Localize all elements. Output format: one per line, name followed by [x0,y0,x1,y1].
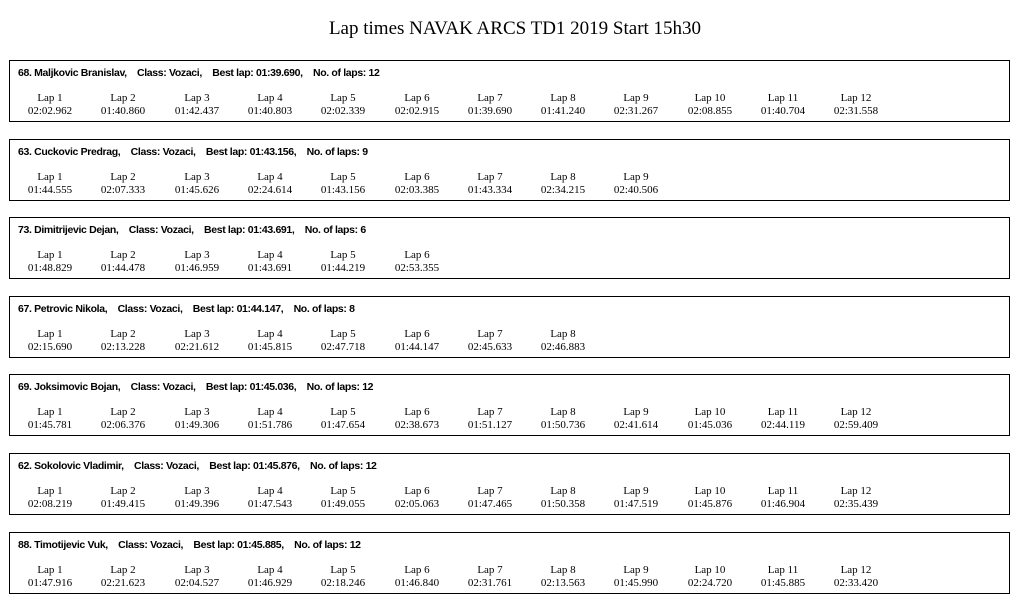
lap-label: Lap 4 [257,406,283,418]
lap-time: 01:45.036 [687,418,733,431]
lap-cell [10,249,90,274]
lap-cell [377,328,457,353]
lap-cell [450,406,530,431]
driver-block [9,453,1010,515]
class-prefix: Class: [118,539,151,551]
lap-label: Lap 1 [37,485,63,497]
class-value: Vozaci, [168,67,202,79]
lap-label: Lap 8 [550,171,576,183]
lap-label: Lap 6 [404,249,430,261]
lap-label: Lap 7 [477,328,503,340]
lap-cell [377,249,457,274]
lap-time: 02:38.673 [394,418,440,431]
lap-time: 02:24.614 [247,183,293,196]
lap-time: 02:04.527 [174,576,220,589]
lap-time: 01:45.876 [687,497,733,510]
class-value: Vozaci, [162,381,196,393]
laps-count-value: 6 [360,224,366,236]
lap-label: Lap 3 [184,249,210,261]
best-lap-value: 01:45.885, [237,539,284,551]
gap [196,146,206,158]
lap-time: 02:24.720 [687,576,733,589]
lap-time: 02:41.614 [613,418,659,431]
best-lap-value: 01:43.691, [247,224,295,236]
gap [303,67,313,79]
driver-name: 69. Joksimovic Bojan, [18,381,121,393]
driver-name: 88. Timotijevic Vuk, [18,539,108,551]
lap-label: Lap 3 [184,171,210,183]
lap-label: Lap 3 [184,328,210,340]
best-lap-prefix: Best lap: [205,381,250,393]
lap-cell [816,92,896,117]
lap-label: Lap 4 [257,564,283,576]
lap-cell [230,328,310,353]
lap-cell [303,485,383,510]
lap-cell [10,406,90,431]
gap [296,146,306,158]
lap-time: 01:43.156 [320,183,366,196]
driver-header [18,224,366,237]
gap [202,67,212,79]
lap-label: Lap 12 [840,92,872,104]
lap-label: Lap 1 [37,328,63,340]
lap-cell [230,485,310,510]
best-lap-value: 01:39.690, [255,67,303,79]
lap-label: Lap 4 [257,249,283,261]
driver-header [18,146,368,159]
lap-cell [596,485,676,510]
driver-name: 73. Dimitrijevic Dejan, [18,224,119,236]
lap-time: 01:49.055 [320,497,366,510]
lap-time: 01:40.704 [760,104,806,117]
class-value: Vozaci, [150,539,184,551]
lap-time: 01:46.840 [394,576,440,589]
lap-time: 01:46.904 [760,497,806,510]
lap-cell [157,406,237,431]
lap-label: Lap 9 [623,171,649,183]
lap-time: 02:31.761 [467,576,513,589]
driver-block [9,60,1010,122]
lap-time: 01:49.306 [174,418,220,431]
lap-time: 01:44.219 [320,261,366,274]
lap-cell [83,485,163,510]
lap-label: Lap 12 [840,406,872,418]
lap-time: 01:49.396 [174,497,220,510]
driver-name: 68. Maljkovic Branislav, [18,67,127,79]
lap-time: 02:06.376 [100,418,146,431]
lap-time: 02:02.915 [394,104,440,117]
lap-cell [523,328,603,353]
driver-block [9,374,1010,436]
lap-time: 02:15.690 [27,340,73,353]
lap-cell [670,406,750,431]
lap-label: Lap 10 [694,406,726,418]
lap-label: Lap 9 [623,406,649,418]
lap-label: Lap 4 [257,92,283,104]
lap-time: 02:31.267 [613,104,659,117]
lap-cell [670,92,750,117]
lap-time: 01:47.519 [613,497,659,510]
lap-time: 02:02.339 [320,104,366,117]
lap-time: 02:18.246 [320,576,366,589]
lap-time: 02:53.355 [394,261,440,274]
lap-time: 02:46.883 [540,340,586,353]
lap-cell [230,249,310,274]
lap-label: Lap 11 [767,92,799,104]
lap-label: Lap 8 [550,92,576,104]
lap-label: Lap 6 [404,406,430,418]
driver-header [18,381,373,394]
gap [196,381,206,393]
lap-cell [377,564,457,589]
lap-time: 01:45.781 [27,418,73,431]
best-lap-prefix: Best lap: [212,67,256,79]
lap-label: Lap 7 [477,485,503,497]
laps-count-prefix: No. of laps: [306,381,363,393]
lap-time: 01:49.415 [100,497,146,510]
lap-label: Lap 5 [330,328,356,340]
lap-cell [596,564,676,589]
lap-cell [450,171,530,196]
gap [127,67,137,79]
lap-time: 02:02.962 [27,104,73,117]
best-lap-value: 01:45.036, [249,381,297,393]
lap-label: Lap 9 [623,564,649,576]
lap-cell [523,564,603,589]
laps-count-prefix: No. of laps: [293,303,350,315]
lap-time: 01:51.127 [467,418,513,431]
lap-label: Lap 3 [184,485,210,497]
best-lap-prefix: Best lap: [205,146,250,158]
lap-cell [83,328,163,353]
lap-cell [303,564,383,589]
lap-cell [523,92,603,117]
lap-cell [450,485,530,510]
driver-name: 63. Cuckovic Predrag, [18,146,121,158]
gap [108,539,118,551]
lap-label: Lap 11 [767,485,799,497]
lap-label: Lap 5 [330,406,356,418]
lap-cell [377,485,457,510]
lap-label: Lap 2 [110,328,136,340]
lap-cell [377,406,457,431]
lap-cell [83,92,163,117]
best-lap-prefix: Best lap: [193,539,238,551]
lap-time: 02:40.506 [613,183,659,196]
lap-time: 02:44.119 [761,418,805,431]
gap [183,303,193,315]
lap-time: 01:46.929 [247,576,293,589]
lap-time: 02:33.420 [833,576,879,589]
gap [300,460,310,472]
lap-cell [10,564,90,589]
lap-label: Lap 5 [330,249,356,261]
driver-block [9,139,1010,201]
gap [284,539,294,551]
lap-label: Lap 1 [37,92,63,104]
best-lap-prefix: Best lap: [192,303,237,315]
lap-label: Lap 2 [110,485,136,497]
lap-label: Lap 4 [257,328,283,340]
driver-block [9,532,1010,594]
driver-name: 62. Sokolovic Vladimir, [18,460,124,472]
lap-cell [10,171,90,196]
lap-time: 02:47.718 [320,340,366,353]
lap-label: Lap 2 [110,92,136,104]
lap-time: 01:39.690 [467,104,513,117]
lap-time: 02:08.855 [687,104,733,117]
lap-time: 01:42.437 [174,104,220,117]
best-lap-value: 01:44.147, [236,303,284,315]
lap-label: Lap 8 [550,328,576,340]
driver-block [9,217,1010,279]
lap-cell [596,406,676,431]
class-prefix: Class: [128,224,161,236]
lap-time: 01:43.334 [467,183,513,196]
lap-time: 01:44.555 [27,183,73,196]
gap [283,303,293,315]
lap-label: Lap 3 [184,406,210,418]
lap-label: Lap 8 [550,564,576,576]
lap-cell [230,92,310,117]
lap-cell [157,485,237,510]
lap-cell [596,92,676,117]
laps-count-value: 12 [349,539,361,551]
lap-label: Lap 2 [110,406,136,418]
lap-time: 01:45.885 [760,576,806,589]
laps-count-value: 12 [365,460,377,472]
lap-cell [816,406,896,431]
lap-time: 01:48.829 [27,261,73,274]
gap [199,460,209,472]
lap-label: Lap 6 [404,485,430,497]
lap-label: Lap 10 [694,564,726,576]
lap-cell [157,92,237,117]
lap-time: 02:31.558 [833,104,879,117]
laps-count-value: 12 [368,67,380,79]
lap-label: Lap 10 [694,92,726,104]
lap-time: 02:45.633 [467,340,513,353]
lap-cell [83,249,163,274]
lap-cell [10,485,90,510]
lap-time: 01:44.147 [394,340,440,353]
lap-time: 01:45.626 [174,183,220,196]
lap-label: Lap 5 [330,92,356,104]
lap-label: Lap 1 [37,406,63,418]
gap [107,303,117,315]
lap-label: Lap 9 [623,92,649,104]
lap-label: Lap 6 [404,328,430,340]
class-value: Vozaci, [149,303,183,315]
lap-cell [10,92,90,117]
lap-cell [450,564,530,589]
laps-count-prefix: No. of laps: [304,224,361,236]
lap-cell [670,564,750,589]
lap-cell [523,485,603,510]
lap-cell [157,171,237,196]
lap-cell [230,171,310,196]
class-value: Vozaci, [162,146,196,158]
lap-time: 01:45.815 [247,340,293,353]
lap-label: Lap 5 [330,485,356,497]
lap-label: Lap 3 [184,564,210,576]
lap-time: 02:35.439 [833,497,879,510]
lap-cell [303,171,383,196]
driver-header [18,67,380,80]
lap-label: Lap 5 [330,171,356,183]
lap-time: 02:08.219 [27,497,73,510]
lap-time: 01:50.736 [540,418,586,431]
lap-cell [157,564,237,589]
gap [124,460,134,472]
best-lap-prefix: Best lap: [204,224,248,236]
lap-label: Lap 6 [404,92,430,104]
driver-name: 67. Petrovic Nikola, [18,303,108,315]
gap [119,224,129,236]
lap-time: 01:45.990 [613,576,659,589]
lap-cell [377,92,457,117]
lap-time: 02:21.623 [100,576,146,589]
class-prefix: Class: [117,303,150,315]
lap-label: Lap 7 [477,171,503,183]
lap-time: 02:05.063 [394,497,440,510]
lap-cell [743,485,823,510]
page-title: Lap times NAVAK ARCS TD1 2019 Start 15h30 [328,18,702,39]
lap-time: 01:40.860 [100,104,146,117]
lap-cell [670,485,750,510]
lap-cell [303,249,383,274]
lap-label: Lap 11 [767,564,799,576]
lap-cell [596,171,676,196]
lap-time: 01:47.465 [467,497,513,510]
laps-count-value: 9 [362,146,368,158]
lap-cell [10,328,90,353]
laps-count-value: 8 [349,303,355,315]
laps-count-prefix: No. of laps: [294,539,350,551]
gap [294,224,304,236]
lap-time: 01:51.786 [247,418,293,431]
class-prefix: Class: [134,460,167,472]
lap-cell [743,564,823,589]
lap-label: Lap 1 [37,171,63,183]
lap-label: Lap 1 [37,249,63,261]
class-prefix: Class: [130,381,163,393]
best-lap-value: 01:43.156, [249,146,297,158]
lap-time: 01:43.691 [247,261,293,274]
laps-count-prefix: No. of laps: [306,146,363,158]
lap-time: 01:41.240 [540,104,586,117]
lap-cell [450,92,530,117]
best-lap-prefix: Best lap: [209,460,254,472]
laps-count-prefix: No. of laps: [310,460,366,472]
lap-cell [303,328,383,353]
driver-block [9,296,1010,358]
gap [120,146,130,158]
lap-time: 02:13.563 [540,576,586,589]
lap-cell [816,485,896,510]
gap [120,381,130,393]
lap-time: 01:47.543 [247,497,293,510]
lap-cell [523,406,603,431]
lap-time: 02:21.612 [174,340,220,353]
lap-label: Lap 6 [404,564,430,576]
lap-label: Lap 8 [550,406,576,418]
lap-cell [743,406,823,431]
lap-label: Lap 4 [257,171,283,183]
lap-label: Lap 2 [110,249,136,261]
lap-time: 02:03.385 [394,183,440,196]
driver-header [18,539,361,552]
lap-label: Lap 5 [330,564,356,576]
lap-label: Lap 1 [37,564,63,576]
class-value: Vozaci, [166,460,199,472]
lap-label: Lap 2 [110,171,136,183]
lap-cell [450,328,530,353]
lap-cell [83,406,163,431]
gap [183,539,193,551]
lap-cell [157,328,237,353]
gap [194,224,204,236]
lap-label: Lap 8 [550,485,576,497]
lap-cell [816,564,896,589]
lap-label: Lap 7 [477,564,503,576]
lap-time: 01:40.803 [247,104,293,117]
class-value: Vozaci, [160,224,194,236]
lap-label: Lap 7 [477,406,503,418]
lap-cell [377,171,457,196]
lap-time: 02:59.409 [833,418,879,431]
lap-time: 01:46.959 [174,261,220,274]
lap-cell [83,171,163,196]
lap-time: 02:07.333 [100,183,146,196]
lap-time: 02:34.215 [540,183,586,196]
lap-label: Lap 10 [694,485,726,497]
class-prefix: Class: [130,146,163,158]
lap-time: 01:47.654 [320,418,366,431]
lap-cell [743,92,823,117]
driver-header [18,460,377,473]
lap-label: Lap 3 [184,92,210,104]
best-lap-value: 01:45.876, [253,460,300,472]
lap-cell [303,406,383,431]
lap-label: Lap 6 [404,171,430,183]
gap [296,381,306,393]
laps-count-prefix: No. of laps: [312,67,369,79]
class-prefix: Class: [137,67,169,79]
lap-cell [523,171,603,196]
lap-label: Lap 7 [477,92,503,104]
lap-label: Lap 12 [840,564,872,576]
lap-cell [230,564,310,589]
lap-cell [83,564,163,589]
lap-cell [157,249,237,274]
lap-label: Lap 12 [840,485,872,497]
lap-time: 01:50.358 [540,497,586,510]
lap-label: Lap 9 [623,485,649,497]
lap-label: Lap 2 [110,564,136,576]
driver-header [18,303,355,316]
lap-time: 01:47.916 [27,576,73,589]
lap-label: Lap 4 [257,485,283,497]
lap-cell [230,406,310,431]
lap-time: 02:13.228 [100,340,146,353]
laps-count-value: 12 [362,381,374,393]
lap-label: Lap 11 [767,406,799,418]
lap-cell [303,92,383,117]
lap-time: 01:44.478 [100,261,146,274]
